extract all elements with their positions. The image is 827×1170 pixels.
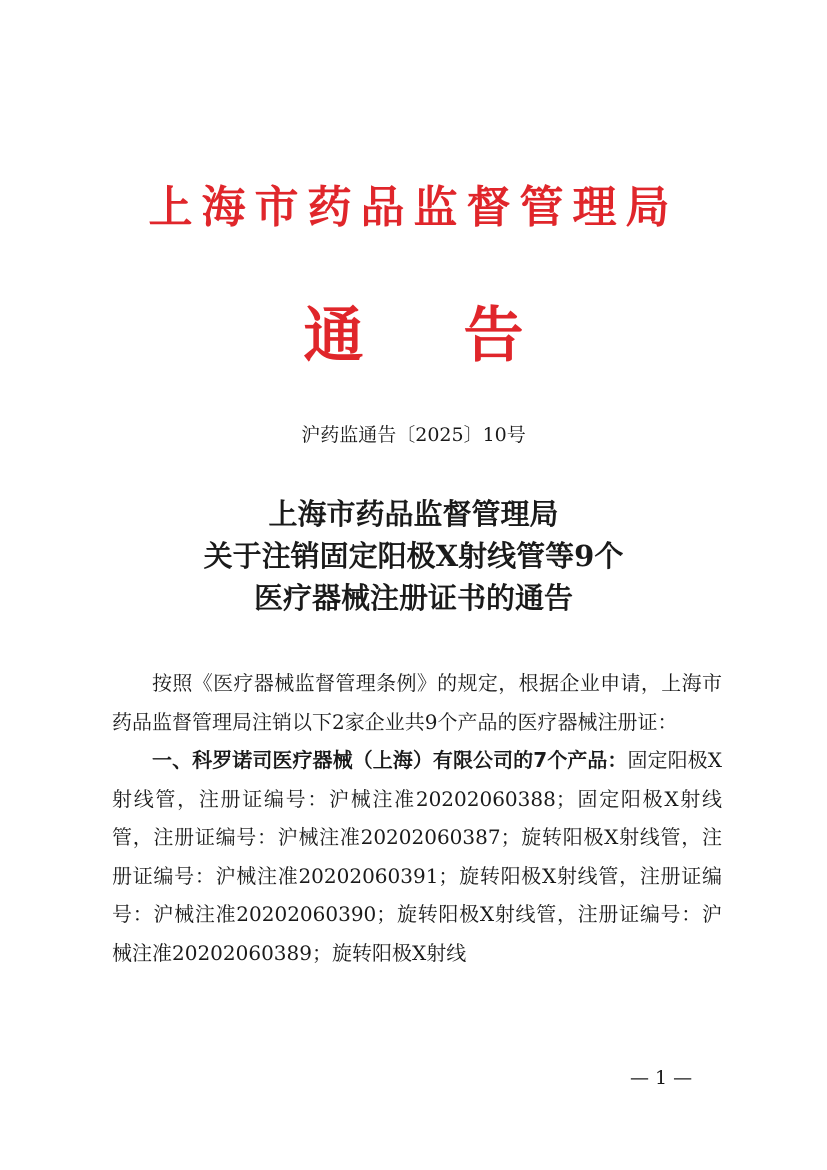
body-text xyxy=(112,664,722,972)
notice-char-2: 告 xyxy=(463,301,524,371)
agency-header: 上海市药品监督管理局 xyxy=(148,182,679,233)
paragraph-item-1 xyxy=(112,741,722,972)
title-line-1: 上海市药品监督管理局 xyxy=(268,497,559,531)
title-line-3: 医疗器械注册证书的通告 xyxy=(253,581,573,615)
page-number: — 1 — xyxy=(630,1067,693,1089)
paragraph-intro: 按照《医疗器械监督管理条例》的规定，根据企业申请，上海市药品监督管理局注销以下2家企业共9个产品的医疗器械注册证： xyxy=(112,671,722,734)
title-line-2: 关于注销固定阳极X射线管等9个 xyxy=(203,539,624,573)
item-1-text: 固定阳极X射线管，注册证编号：沪械注准20202060388；固定阳极X射线管，注册证编号：沪械注准20202060387；旋转阳极X射线管，注册证编号：沪械注准20202060391；旋转阳极X射线管，注册证编号：沪械注准20202060390；旋转阳极X射线管，注册证编号：沪械注准20202060389；旋转阳极X射线 xyxy=(112,748,722,965)
notice-char-1: 通 xyxy=(303,301,364,371)
item-1-heading: 一、科罗诺司医疗器械（上海）有限公司的7个产品： xyxy=(152,748,628,772)
notice-title xyxy=(0,296,827,376)
document-number: 沪药监通告〔2025〕10号 xyxy=(301,424,526,446)
document-title xyxy=(0,493,827,619)
